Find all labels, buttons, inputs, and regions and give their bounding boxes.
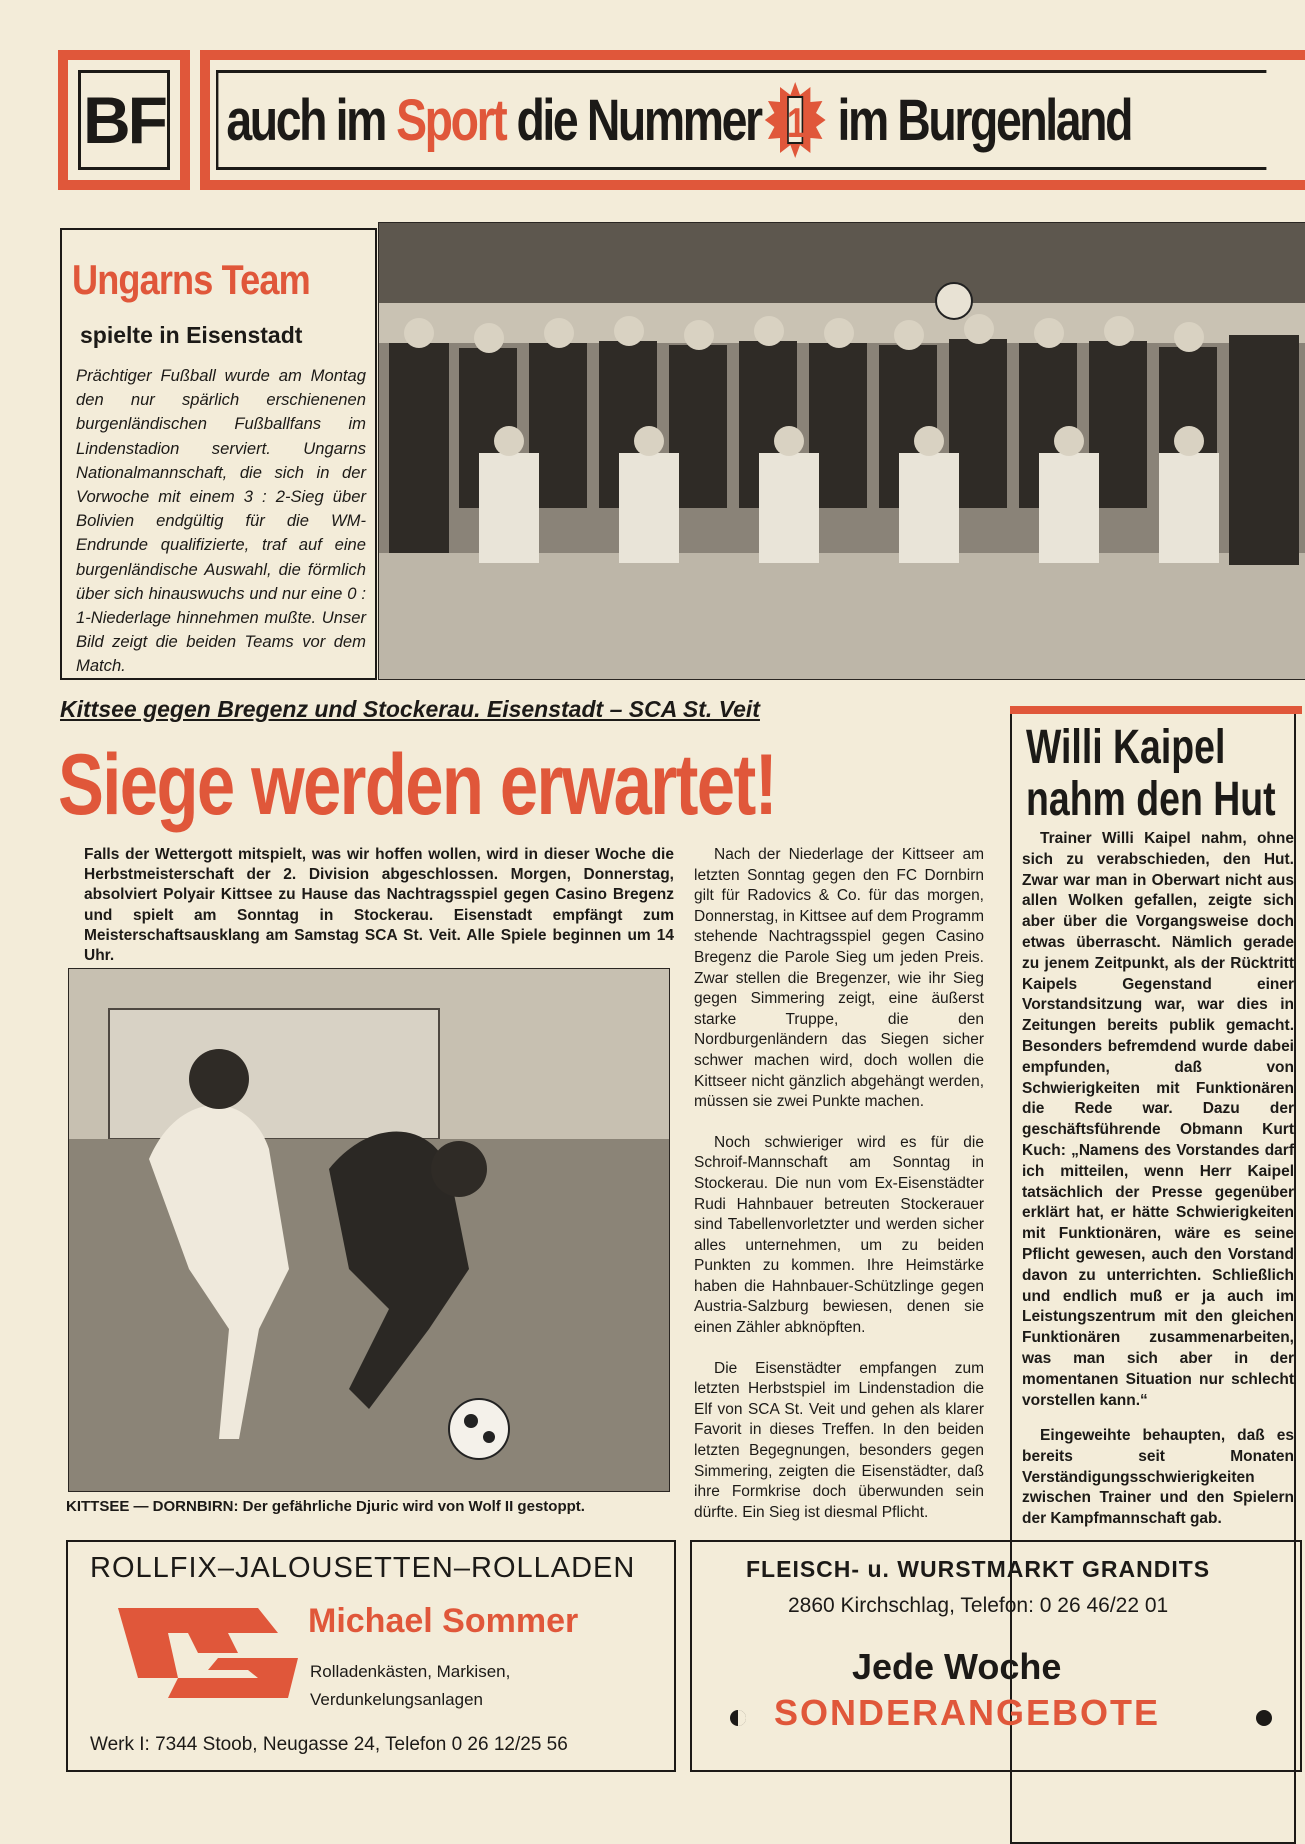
grandits-headline: FLEISCH- u. WURSTMARKT GRANDITS — [746, 1556, 1211, 1582]
slogan-part-2: die Nummer — [516, 87, 761, 153]
slogan-part-1: auch im — [226, 87, 385, 153]
kaipel-paragraph-1: Trainer Willi Kaipel nahm, ohne sich zu verabschieden, den Hut. Zwar war man in Oberwart nicht aus allen Wolken gefallen, zeigte sich aber über die Vorgangsweise doch etwas überrascht. Nämlich gerade zu jenem Zeitpunkt, als der Rücktritt Kaipels Gegenstand einer Vorstandsitzung war, war dies in Zeitungen bereits publik gemacht. Besonders befremdend wurde dabei empfunden, daß von Schwierigkeiten mit Funktionären die Rede war. Dazu der geschäftsführende Obmann Kurt Kuch: „Namens des Vorstandes darf ich mitteilen, wenn Herr Kaipel tatsächlich der Presse gegenüber erklärt hat, er hätte Schwierigkeiten mit Funktionären, wäre es seine Pflicht gewesen, auch den Vorstand davon zu unterrichten. Schließlich und endlich muß er ja auch im Leistungszentrum mit den gleichen Funktionären zusammenarbeiten, was man sich aber in der momentanen Situation nur schlecht vorstellen kann.“ — [1022, 830, 1294, 1409]
michael-sommer-name: Michael Sommer — [308, 1602, 579, 1640]
grandits-jede-woche: Jede Woche — [852, 1646, 1062, 1687]
slogan-box — [200, 50, 1305, 190]
article-headline: Siege werden erwartet! — [58, 737, 777, 833]
article-paragraph-1: Nach der Niederlage der Kittseer am letzten Sonntag gegen den FC Dornbirn gilt für Radovics & Co. für das morgen, Donnerstag, in Kittsee auf dem Programm stehende Nachtragsspiel gegen Casino Bregenz die Parole Sieg um jeden Preis. Zwar stellen die Bregenzer, wie ihr Sieg gegen Simmering zeigt, eine äußerst starke Truppe, die den Nordburgenländern das Siegen sicher schwer machen wird, doch wollen die Kittseer nicht gänzlich abgehängt werden, müssen sie zwei Punkte machen. — [694, 846, 984, 1111]
number-one-burst-icon — [764, 81, 826, 159]
slogan-sport: Sport — [396, 87, 506, 153]
ungarn-title: Ungarns Team — [72, 256, 310, 303]
slogan-part-3: im Burgenland — [837, 87, 1132, 153]
ungarn-team-box — [60, 228, 377, 680]
rollfix-headline: ROLLFIX–JALOUSETTEN–ROLLADEN — [90, 1552, 636, 1584]
kaipel-paragraph-2: Eingeweihte behaupten, daß es bereits seit Monaten Verständigungsschwierigkeiten zwischen Trainer und den Spielern der Kampfmannschaft gab. — [1022, 1427, 1294, 1528]
match-photo-caption: KITTSEE — DORNBIRN: Der gefährliche Djuric wird von Wolf II gestoppt. — [66, 1498, 585, 1515]
bf-logo-text: BF — [78, 70, 170, 170]
left-bullet-icon — [728, 1708, 748, 1733]
ms-logo-icon — [108, 1598, 308, 1713]
rollfix-ad — [66, 1540, 676, 1772]
ungarn-subtitle: spielte in Eisenstadt — [80, 322, 303, 348]
grandits-sonderangebote: SONDERANGEBOTE — [774, 1692, 1161, 1733]
team-photo — [378, 222, 1305, 680]
article-body — [694, 845, 984, 1543]
rollfix-desc-1: Rolladenkästen, Markisen, — [310, 1662, 511, 1681]
match-photo-illustration — [69, 969, 669, 1491]
masthead-banner — [58, 50, 1305, 190]
article-paragraph-3: Die Eisenstädter empfangen zum letzten Herbstspiel im Lindenstadion die Elf von SCA St. Veit und gehen als klarer Favorit in dieses Treffen. In den beiden letzten Begegnungen, besonders gegen Simmering, zeigten die Eisenstädter, daß ihre Formkrise doch überwunden sein dürfte. Ein Sieg ist diesmal Pflicht. — [694, 1359, 984, 1521]
team-photo-illustration — [379, 223, 1305, 679]
slogan — [216, 70, 1266, 170]
kaipel-title-line-1: Willi Kaipel — [1026, 721, 1226, 774]
kaipel-title-line-2: nahm den Hut — [1026, 773, 1276, 826]
rollfix-address: Werk I: 7344 Stoob, Neugasse 24, Telefon 0 26 12/25 56 — [90, 1734, 568, 1755]
article-kicker: Kittsee gegen Bregenz und Stockerau. Eisenstadt – SCA St. Veit — [60, 696, 760, 722]
match-photo — [68, 968, 670, 1492]
grandits-ad — [690, 1540, 1302, 1772]
grandits-address: 2860 Kirchschlag, Telefon: 0 26 46/22 01 — [788, 1594, 1169, 1617]
rollfix-desc-2: Verdunkelungsanlagen — [310, 1690, 483, 1709]
article-paragraph-2: Noch schwieriger wird es für die Schroif-Mannschaft am Sonntag in Stockerau. Die nun vom Ex-Eisenstädter Rudi Hahnbauer betreuten Stockerauer sind Tabellenvorletzter und werden sicher alles unternehmen, um zu beiden Punkten zu kommen. Ihre Heimstärke haben die Hahnbauer-Schützlinge gegen Austria-Salzburg bewiesen, denen sie einen Zähler abknöpften. — [694, 1133, 984, 1337]
kaipel-red-bar — [1010, 706, 1302, 714]
article-lead: Falls der Wettergott mitspielt, was wir hoffen wollen, wird in dieser Woche die Herbstmeisterschaft der 2. Division abgeschlossen. Morgen, Donnerstag, absolviert Polyair Kittsee zu Hause das Nachtragsspiel gegen Casino Bregenz und spielt am Sonntag in Stockerau. Eisenstadt empfängt zum Meisterschaftsausklang am Samstag SCA St. Veit. Alle Spiele beginnen um 14 Uhr. — [84, 846, 674, 965]
kaipel-title — [1026, 721, 1276, 826]
number-one-text: 1 — [786, 100, 804, 147]
bf-logo — [58, 50, 190, 190]
right-bullet-icon — [1254, 1708, 1274, 1733]
ungarn-body: Prächtiger Fußball wurde am Montag den nur spärlich erschienenen burgenländischen Fußballfans im Lindenstadion serviert. Ungarns Nationalmannschaft, die sich in der Vorwoche mit einem 3 : 2-Sieg über Bolivien endgültig für die WM-Endrunde qualifizierte, traf auf eine burgenländische Auswahl, die förmlich über sich hinauswuchs und nur eine 0 : 1-Niederlage hinnehmen mußte. Unser Bild zeigt die beiden Teams vor dem Match. — [76, 366, 366, 676]
